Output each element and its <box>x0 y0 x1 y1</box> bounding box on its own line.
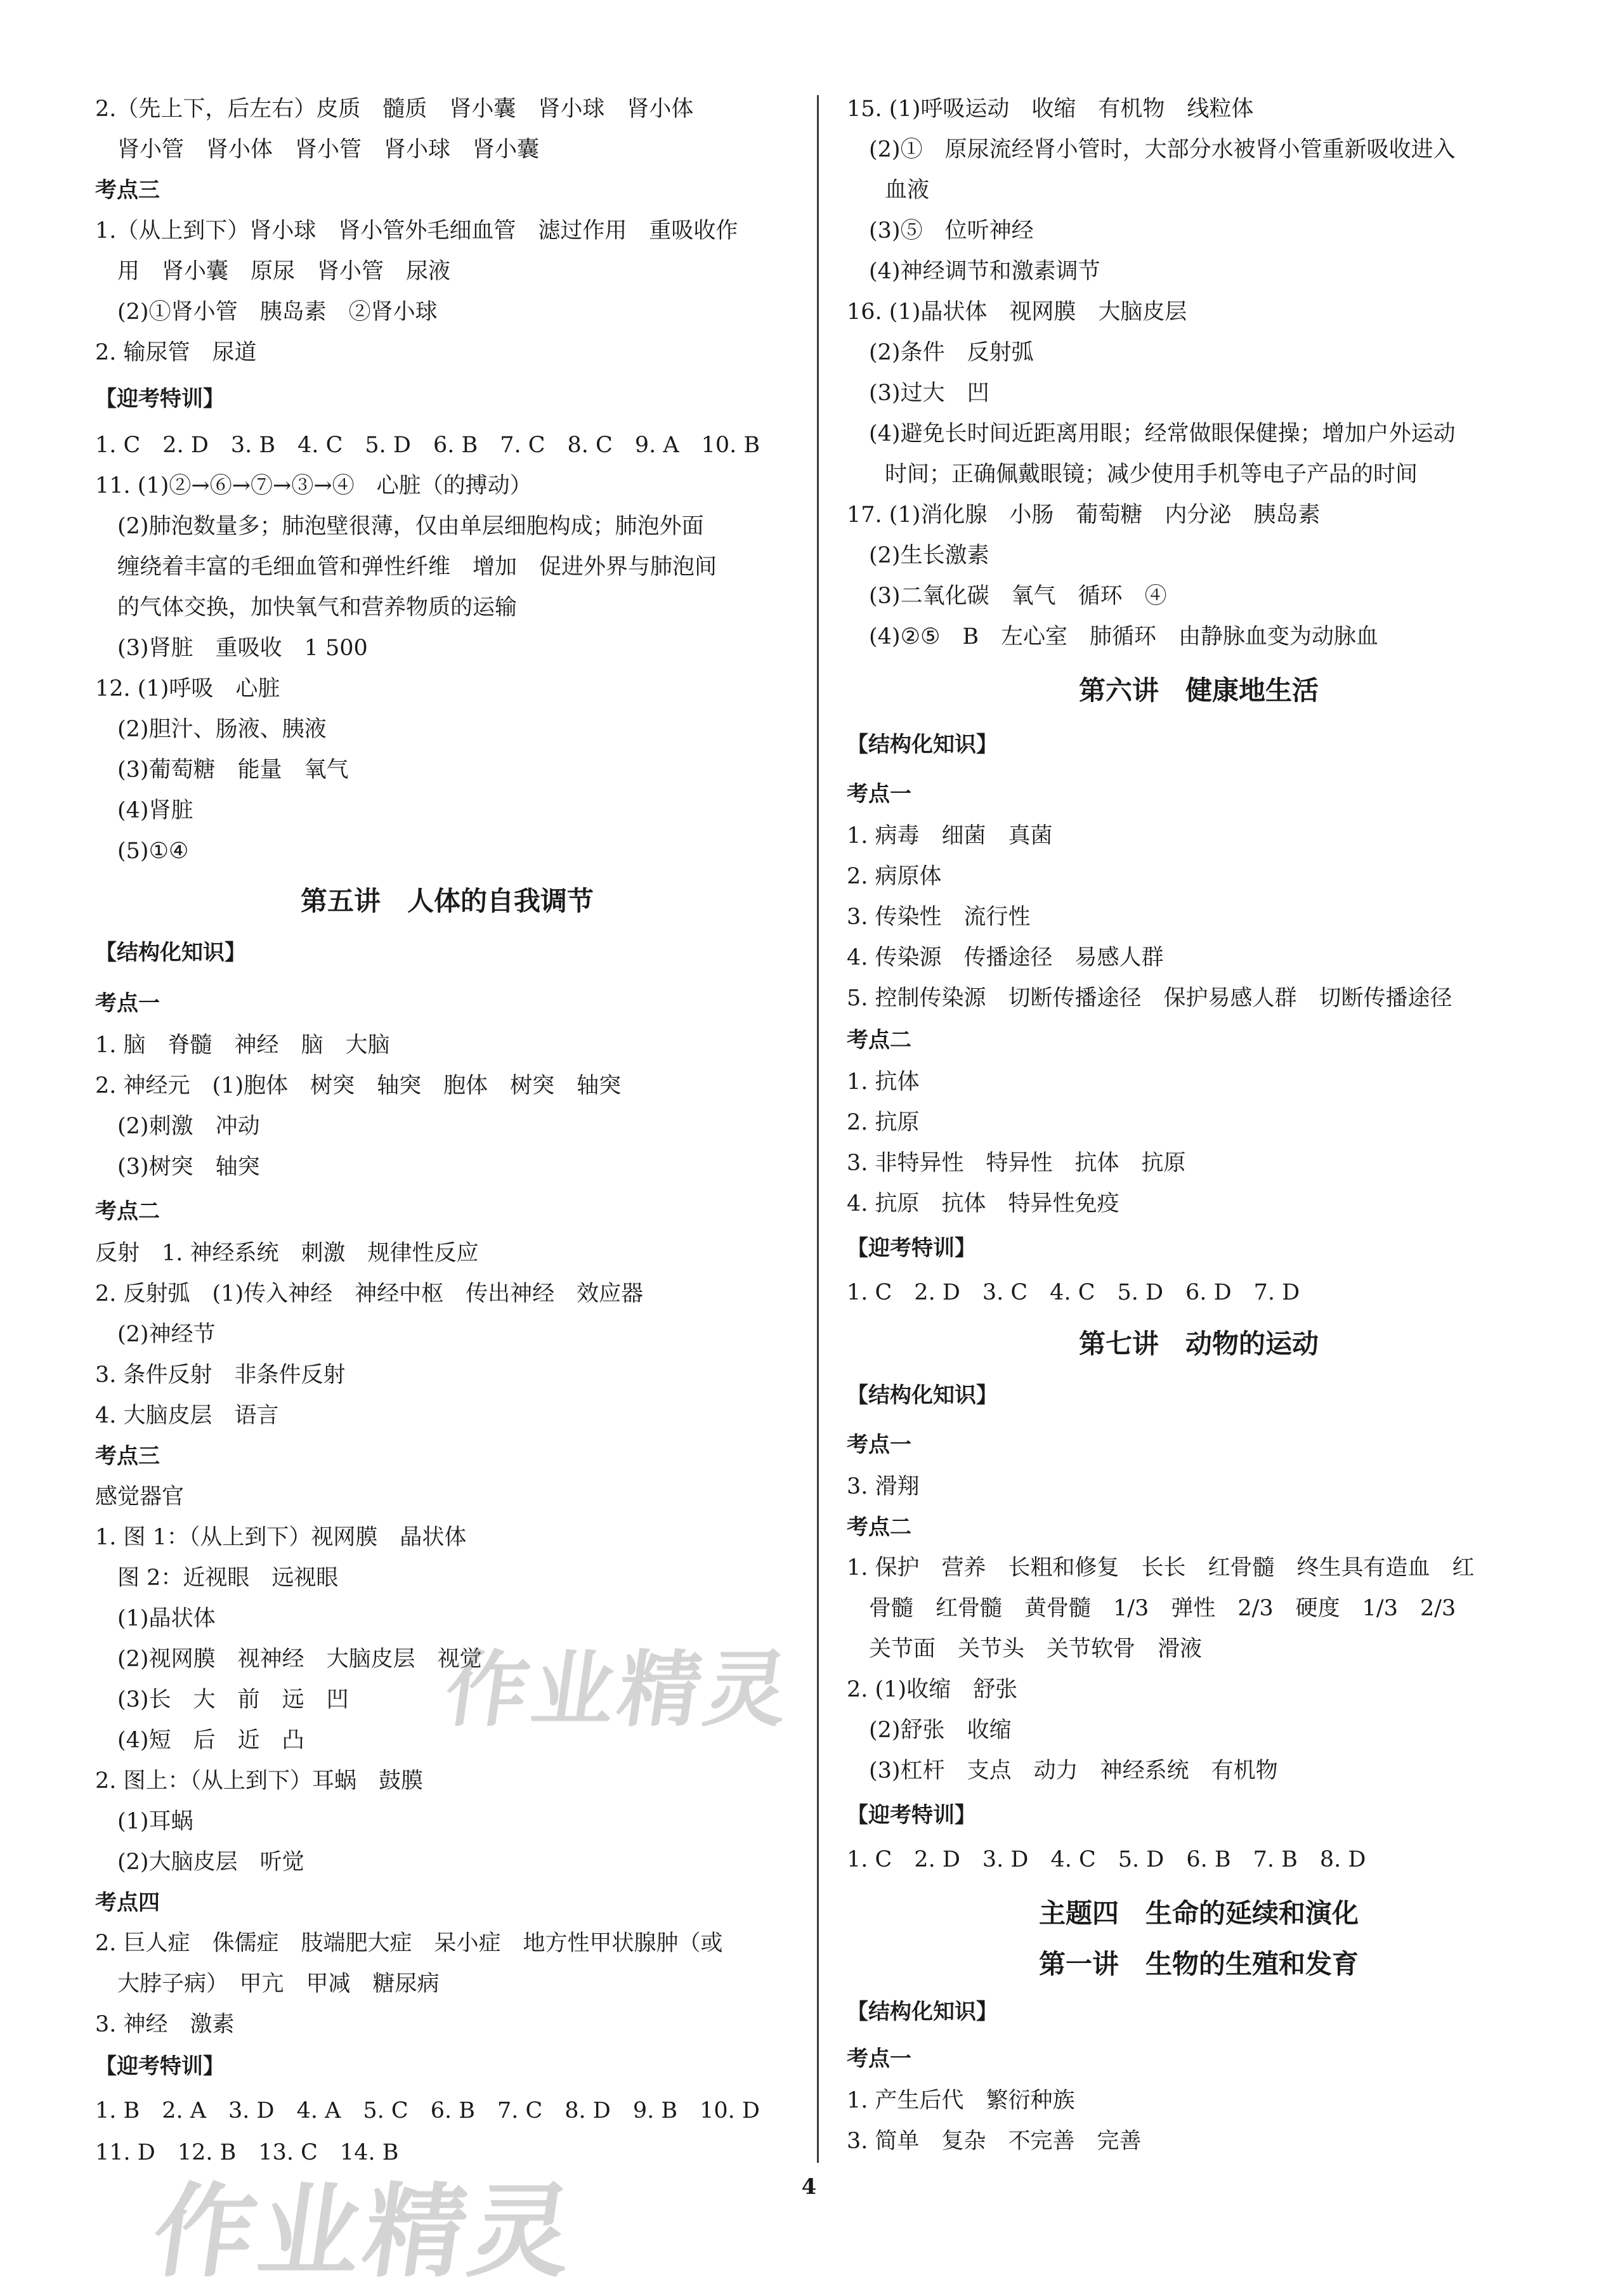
right-line-9: (4)避免长时间近距离用眼；经常做眼保健操；增加户外运动 <box>869 421 1456 447</box>
right-line-11: 17. (1)消化腺 小肠 葡萄糖 内分泌 胰岛素 <box>847 502 1321 528</box>
right-line-42: 1. C 2. D 3. D 4. C 5. D 6. B 7. B 8. D <box>847 1847 1366 1872</box>
right-line-24: 1. 抗体 <box>847 1069 920 1095</box>
left-line-37: (1)晶状体 <box>117 1606 216 1631</box>
left-line-28: 反射 1. 神经系统 刺激 规律性反应 <box>95 1241 479 1266</box>
left-line-8: 【迎考特训】 <box>95 386 225 412</box>
right-line-7: (2)条件 反射弧 <box>869 340 1034 365</box>
right-line-30: 第七讲 动物的运动 <box>1078 1328 1319 1359</box>
right-line-48: 3. 简单 复杂 不完善 完善 <box>847 2129 1142 2154</box>
right-line-4: (3)⑤ 位听神经 <box>869 218 1034 244</box>
right-line-2: (2)① 原尿流经肾小管时，大部分水被肾小管重新吸收进入 <box>869 137 1456 162</box>
right-line-41: 【迎考特训】 <box>847 1803 976 1828</box>
left-line-3: 考点三 <box>95 178 160 203</box>
right-line-25: 2. 抗原 <box>847 1110 920 1135</box>
left-line-5: 用 肾小囊 原尿 肾小管 尿液 <box>117 259 451 284</box>
right-line-35: 1. 保护 营养 长粗和修复 长长 红骨髓 终生具有造血 红 <box>847 1555 1475 1581</box>
left-line-22: 考点一 <box>95 991 160 1016</box>
right-line-10: 时间；正确佩戴眼镜；减少使用手机等电子产品的时间 <box>885 462 1418 487</box>
right-line-45: 【结构化知识】 <box>847 1999 998 2025</box>
left-line-11: (2)肺泡数量多；肺泡壁很薄，仅由单层细胞构成；肺泡外面 <box>117 514 704 539</box>
left-line-38: (2)视网膜 视神经 大脑皮层 视觉 <box>117 1647 482 1672</box>
left-line-17: (3)葡萄糖 能量 氧气 <box>117 757 349 783</box>
right-line-17: 考点一 <box>847 781 911 807</box>
right-line-31: 【结构化知识】 <box>847 1383 998 1408</box>
left-line-1: 2.（先上下，后左右）皮质 髓质 肾小囊 肾小球 肾小体 <box>95 96 694 122</box>
left-line-35: 1. 图 1：（从上到下）视网膜 晶状体 <box>95 1525 467 1550</box>
left-line-13: 的气体交换，加快氧气和营养物质的运输 <box>117 595 518 620</box>
left-line-36: 图 2：近视眼 远视眼 <box>117 1565 339 1591</box>
left-line-9: 1. C 2. D 3. B 4. C 5. D 6. B 7. C 8. C 9. A 10. B <box>95 433 760 458</box>
left-line-10: 11. (1)②→⑥→⑦→③→④ 心脏（的搏动） <box>95 473 532 499</box>
left-line-31: 3. 条件反射 非条件反射 <box>95 1362 346 1388</box>
right-line-1: 15. (1)呼吸运动 收缩 有机物 线粒体 <box>847 96 1254 122</box>
right-line-23: 考点二 <box>847 1027 911 1053</box>
left-line-33: 考点三 <box>95 1444 160 1469</box>
left-line-46: 大脖子病） 甲亢 甲减 糖尿病 <box>117 1971 440 1997</box>
left-line-7: 2. 输尿管 尿道 <box>95 340 257 365</box>
left-line-42: (1)耳蜗 <box>117 1809 193 1834</box>
left-line-49: 1. B 2. A 3. D 4. A 5. C 6. B 7. C 8. D 9. B 10. D <box>95 2098 760 2123</box>
right-line-14: (4)②⑤ B 左心室 肺循环 由静脉血变为动脉血 <box>869 624 1379 649</box>
right-line-32: 考点一 <box>847 1432 911 1458</box>
right-line-43: 主题四 生命的延续和演化 <box>1038 1898 1359 1929</box>
left-line-19: (5)①④ <box>117 838 189 864</box>
right-line-38: 2. (1)收缩 舒张 <box>847 1677 1018 1702</box>
right-line-46: 考点一 <box>847 2046 911 2071</box>
right-line-13: (3)二氧化碳 氧气 循环 ④ <box>869 584 1167 609</box>
left-line-18: (4)肾脏 <box>117 798 193 823</box>
right-line-8: (3)过大 凹 <box>869 381 989 406</box>
left-line-21: 【结构化知识】 <box>95 940 246 965</box>
left-line-4: 1.（从上到下）肾小球 肾小管外毛细血管 滤过作用 重吸收作 <box>95 218 738 244</box>
right-line-22: 5. 控制传染源 切断传播途径 保护易感人群 切断传播途径 <box>847 986 1452 1011</box>
right-line-44: 第一讲 生物的生殖和发育 <box>1038 1948 1359 1980</box>
left-line-16: (2)胆汁、肠液、胰液 <box>117 717 327 742</box>
left-line-43: (2)大脑皮层 听觉 <box>117 1849 304 1875</box>
left-line-44: 考点四 <box>95 1890 160 1915</box>
page-number: 4 <box>801 2174 817 2200</box>
watermark: 作业精灵 <box>439 1641 799 1738</box>
right-line-15: 第六讲 健康地生活 <box>1078 675 1319 706</box>
left-line-47: 3. 神经 激素 <box>95 2012 235 2037</box>
right-line-37: 关节面 关节头 关节软骨 滑液 <box>869 1636 1203 1662</box>
right-line-6: 16. (1)晶状体 视网膜 大脑皮层 <box>847 299 1187 325</box>
right-line-47: 1. 产生后代 繁衍种族 <box>847 2088 1075 2113</box>
right-line-26: 3. 非特异性 特异性 抗体 抗原 <box>847 1151 1186 1176</box>
right-line-18: 1. 病毒 细菌 真菌 <box>847 823 1053 849</box>
left-line-20: 第五讲 人体的自我调节 <box>300 885 594 916</box>
left-line-23: 1. 脑 脊髓 神经 脑 大脑 <box>95 1033 390 1058</box>
right-line-16: 【结构化知识】 <box>847 732 998 757</box>
right-line-3: 血液 <box>885 178 930 203</box>
right-line-39: (2)舒张 收缩 <box>869 1718 1012 1743</box>
left-line-45: 2. 巨人症 侏儒症 肢端肥大症 呆小症 地方性甲状腺肿（或 <box>95 1931 723 1956</box>
left-line-27: 考点二 <box>95 1199 160 1224</box>
right-line-5: (4)神经调节和激素调节 <box>869 259 1100 284</box>
right-line-21: 4. 传染源 传播途径 易感人群 <box>847 945 1164 970</box>
left-line-34: 感觉器官 <box>95 1484 185 1510</box>
left-line-41: 2. 图上：（从上到下）耳蜗 鼓膜 <box>95 1768 424 1794</box>
right-line-34: 考点二 <box>847 1515 911 1540</box>
left-line-39: (3)长 大 前 远 凹 <box>117 1687 349 1712</box>
right-line-33: 3. 滑翔 <box>847 1474 920 1499</box>
left-line-24: 2. 神经元 (1)胞体 树突 轴突 胞体 树突 轴突 <box>95 1073 622 1099</box>
left-line-26: (3)树突 轴突 <box>117 1154 260 1180</box>
left-line-50: 11. D 12. B 13. C 14. B <box>95 2140 399 2165</box>
right-line-29: 1. C 2. D 3. C 4. C 5. D 6. D 7. D <box>847 1280 1300 1305</box>
right-line-27: 4. 抗原 抗体 特异性免疫 <box>847 1191 1119 1216</box>
left-line-2: 肾小管 肾小体 肾小管 肾小球 肾小囊 <box>117 137 540 162</box>
right-line-36: 骨髓 红骨髓 黄骨髓 1/3 弹性 2/3 硬度 1/3 2/3 <box>869 1596 1456 1621</box>
left-line-30: (2)神经节 <box>117 1322 216 1347</box>
right-line-19: 2. 病原体 <box>847 864 942 889</box>
left-line-48: 【迎考特训】 <box>95 2054 225 2079</box>
left-line-12: 缠绕着丰富的毛细血管和弹性纤维 增加 促进外界与肺泡间 <box>117 554 717 580</box>
right-line-20: 3. 传染性 流行性 <box>847 904 1031 930</box>
column-divider <box>817 95 819 2163</box>
right-line-12: (2)生长激素 <box>869 543 989 568</box>
left-line-40: (4)短 后 近 凸 <box>117 1728 304 1753</box>
right-line-28: 【迎考特训】 <box>847 1236 976 1261</box>
right-line-40: (3)杠杆 支点 动力 神经系统 有机物 <box>869 1758 1278 1784</box>
left-line-6: (2)①肾小管 胰岛素 ②肾小球 <box>117 299 438 325</box>
left-line-32: 4. 大脑皮层 语言 <box>95 1403 279 1428</box>
left-line-25: (2)刺激 冲动 <box>117 1114 260 1139</box>
left-line-14: (3)肾脏 重吸收 1 500 <box>117 636 368 661</box>
watermark-bottom: 作业精灵 <box>145 2172 584 2291</box>
left-line-29: 2. 反射弧 (1)传入神经 神经中枢 传出神经 效应器 <box>95 1281 644 1307</box>
left-line-15: 12. (1)呼吸 心脏 <box>95 676 280 701</box>
